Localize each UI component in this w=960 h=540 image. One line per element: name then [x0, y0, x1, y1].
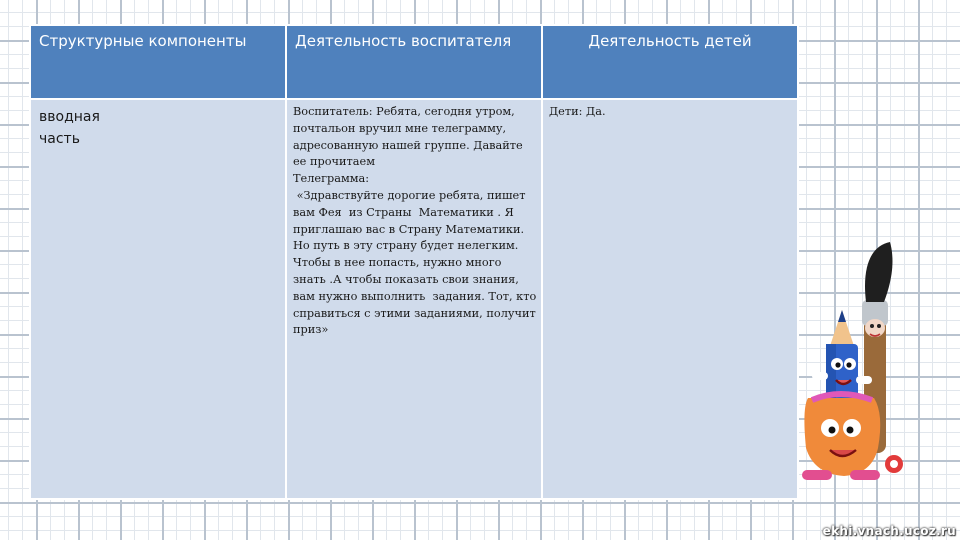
header-row: [30, 25, 798, 99]
sharpener-character-icon: [802, 394, 903, 480]
table-row: [30, 99, 798, 499]
teacher-line: Воспитатель: Ребята, сегодня утром,: [293, 105, 515, 118]
teacher-line: справиться с этими заданиями, получит: [293, 306, 536, 320]
teacher-line: почтальон вручил мне телеграмму,: [293, 121, 507, 135]
children-line: Дети: Да.: [549, 105, 606, 118]
teacher-line: приглашаю вас в Страну Математики.: [293, 222, 525, 236]
watermark-text: ekhi.vnach.ucoz.ru: [822, 524, 956, 538]
teacher-line: Чтобы в нее попасть, нужно много: [293, 256, 502, 270]
pencil-and-paintbrush-cartoon-icon: [792, 238, 932, 488]
teacher-line: вам нужно выполнить задания. Тот, кто: [293, 289, 537, 303]
header-children-activity: Деятельность детей: [542, 25, 798, 99]
teacher-line: вам Фея из Страны Математики . Я: [293, 205, 514, 219]
cell-teacher-activity: [286, 99, 542, 499]
teacher-line: адресованную нашей группе. Давайте: [293, 138, 523, 152]
header-structural-components: Структурные компоненты: [30, 25, 286, 99]
teacher-line: Телеграмма:: [293, 172, 370, 186]
teacher-line: приз»: [293, 323, 329, 337]
section-line: часть: [39, 131, 80, 147]
lesson-table: [29, 24, 799, 500]
teacher-line: Но путь в эту страну будет нелегким.: [293, 239, 519, 253]
cell-children-activity: [542, 99, 798, 499]
teacher-line: знать .А чтобы показать свои знания,: [293, 272, 519, 286]
teacher-line: «Здравствуйте дорогие ребята, пишет: [293, 188, 526, 202]
teacher-line: ее прочитаем: [293, 155, 375, 169]
header-teacher-activity: Деятельность воспитателя: [286, 25, 542, 99]
section-line: вводная: [39, 109, 100, 125]
cell-section: [30, 99, 286, 499]
